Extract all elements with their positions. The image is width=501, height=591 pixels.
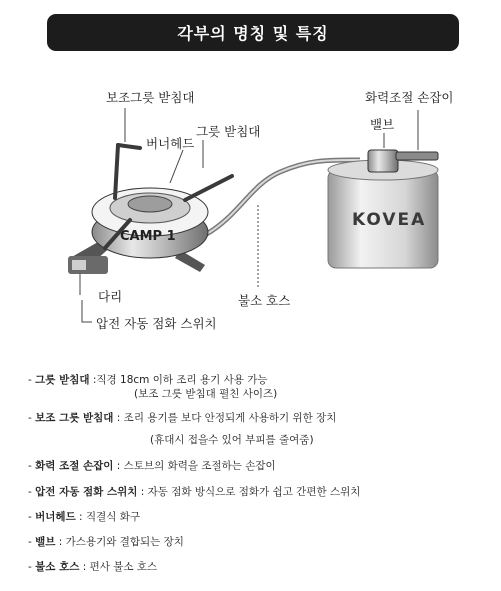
- spec-item: - 밸브 : 가스용기와 결합되는 장치: [28, 536, 184, 548]
- label-leg: 다리: [98, 289, 123, 304]
- label-pot-support: 그릇 받침대: [196, 124, 261, 139]
- spec-item: - 버너헤드 : 직결식 화구: [28, 511, 140, 523]
- spec-sub: (휴대시 접을수 있어 부피를 줄여줌): [150, 434, 314, 446]
- spec-desc: 조리 용기를 보다 안정되게 사용하기 위한 장치: [123, 412, 337, 424]
- spec-desc: 직경 18cm 이하 조리 용기 사용 가능: [96, 374, 268, 386]
- aux-support-arm: [115, 145, 118, 198]
- spec-desc: 직결식 화구: [85, 511, 140, 523]
- label-piezo: 압전 자동 점화 스위치: [96, 316, 217, 331]
- label-aux-support: 보조그릇 받침대: [106, 90, 195, 105]
- camp-label: CAMP 1: [120, 229, 176, 244]
- spec-item: - 그릇 받침대 :직경 18cm 이하 조리 용기 사용 가능: [28, 374, 268, 386]
- spec-item: - 압전 자동 점화 스위치 : 자동 점화 방식으로 점화가 쉽고 간편한 스위치: [28, 486, 361, 498]
- label-flame-knob: 화력조절 손잡이: [365, 90, 454, 105]
- spec-desc: 자동 점화 방식으로 점화가 쉽고 간편한 스위치: [147, 486, 361, 498]
- valve-shape: [368, 150, 398, 172]
- label-valve: 밸브: [370, 117, 395, 132]
- spec-item: - 보조 그릇 받침대 : 조리 용기를 보다 안정되게 사용하기 위한 장치: [28, 412, 337, 424]
- pot-support-arm: [185, 176, 232, 200]
- label-burner-head: 버너헤드: [146, 136, 195, 151]
- spec-desc: 편사 불소 호스: [89, 561, 158, 573]
- spec-item: - 불소 호스 : 편사 불소 호스: [28, 561, 158, 573]
- spec-desc: 가스용기와 결합되는 장치: [65, 536, 184, 548]
- flame-knob-shape: [396, 152, 438, 160]
- spec-term: 버너헤드: [35, 511, 76, 523]
- spec-term: 불소 호스: [35, 561, 80, 573]
- spec-term: 화력 조절 손잡이: [35, 460, 114, 472]
- spec-item: - 화력 조절 손잡이 : 스토브의 화력을 조절하는 손잡이: [28, 460, 276, 472]
- spec-term: 그릇 받침대: [35, 374, 90, 386]
- spec-desc: 스토브의 화력을 조절하는 손잡이: [123, 460, 276, 472]
- spec-term: 보조 그릇 받침대: [35, 412, 114, 424]
- leader-burner-head: [170, 150, 183, 183]
- canister-brand: KOVEA: [352, 210, 427, 230]
- leader-piezo: [82, 300, 92, 322]
- spec-sub: (보조 그릇 받침대 펼친 사이즈): [134, 388, 278, 400]
- label-hose: 불소 호스: [238, 293, 291, 308]
- page-title: 각부의 명칭 및 특징: [177, 24, 329, 43]
- spec-term: 밸브: [35, 536, 56, 548]
- spec-term: 압전 자동 점화 스위치: [35, 486, 138, 498]
